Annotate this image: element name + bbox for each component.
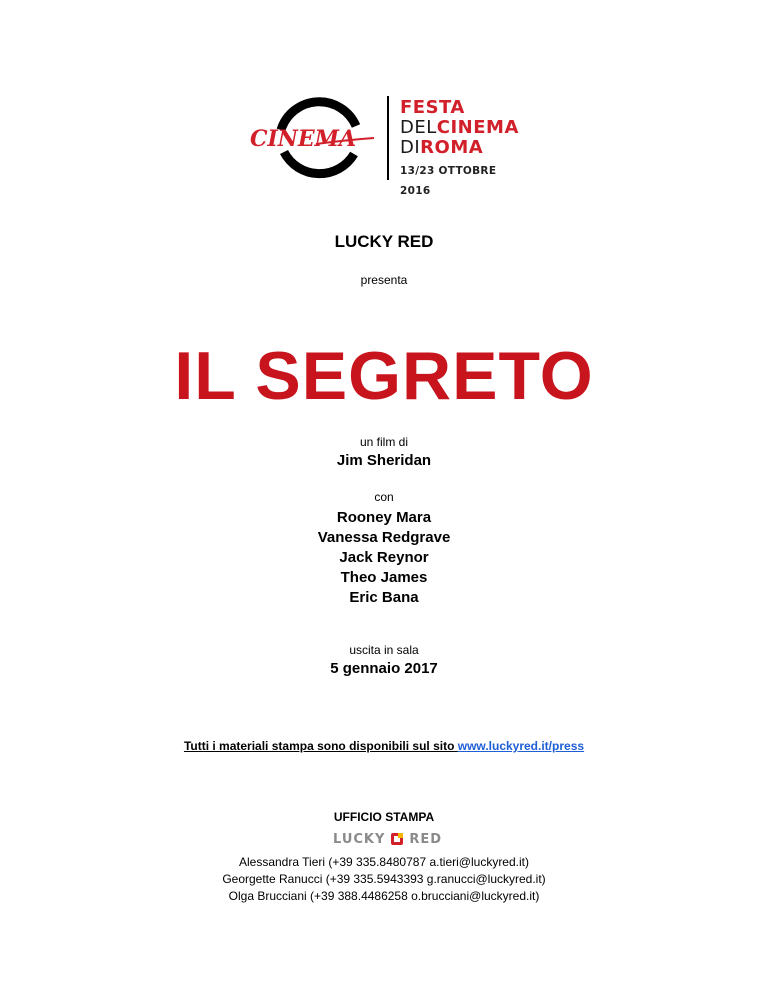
director-name: Jim Sheridan <box>336 452 432 469</box>
film-by-label: un film di <box>359 435 409 449</box>
press-office-label: UFFICIO STAMPA <box>333 810 435 824</box>
cast-list <box>0 508 768 608</box>
lucky-red-logo-right: RED <box>409 831 443 847</box>
presenta-label: presenta <box>360 273 408 287</box>
contact-line: Alessandra Tieri (+39 335.8480787 a.tieri@luckyred.it) <box>238 855 529 869</box>
cast-member: Eric Bana <box>349 589 419 606</box>
festival-roma: ROMA <box>420 137 484 158</box>
release-label: uscita in sala <box>349 643 419 657</box>
lucky-red-mark-icon <box>391 833 403 845</box>
contact-line: Olga Brucciani (+39 388.4486258 o.brucciani@luckyred.it) <box>228 889 540 903</box>
with-label: con <box>374 490 394 504</box>
lucky-red-logo <box>333 829 442 849</box>
cast-member: Theo James <box>340 569 428 586</box>
festival-name <box>400 98 526 201</box>
festival-del: DEL <box>400 117 437 138</box>
press-text: Tutti i materiali stampa sono disponibili sul sito <box>183 739 455 753</box>
contact-line: Georgette Ranucci (+39 335.5943393 g.ranucci@luckyred.it) <box>222 872 546 886</box>
logo-divider <box>387 96 389 180</box>
festival-dates: 13/23 OTTOBRE 2016 <box>400 165 497 197</box>
press-link[interactable]: www.luckyred.it/press <box>457 739 585 753</box>
festival-logo <box>246 96 526 197</box>
press-materials-line <box>0 739 768 753</box>
press-contacts <box>0 854 768 905</box>
festival-line-1: FESTA <box>400 97 465 118</box>
lucky-red-logo-left: LUCKY <box>333 831 386 847</box>
cast-member: Rooney Mara <box>336 509 432 526</box>
festival-di: DI <box>400 137 421 158</box>
cinema-wordmark: CINEMA <box>250 126 357 152</box>
film-title: IL SEGRETO <box>174 338 594 414</box>
release-date: 5 gennaio 2017 <box>330 660 438 677</box>
festival-cinema: CINEMA <box>436 117 519 138</box>
cast-member: Jack Reynor <box>339 549 429 566</box>
cinema-logo-icon <box>246 96 396 182</box>
presenter: LUCKY RED <box>334 232 434 251</box>
cast-member: Vanessa Redgrave <box>317 529 451 546</box>
festival-line-2 <box>400 118 526 138</box>
festival-line-3 <box>400 138 526 158</box>
